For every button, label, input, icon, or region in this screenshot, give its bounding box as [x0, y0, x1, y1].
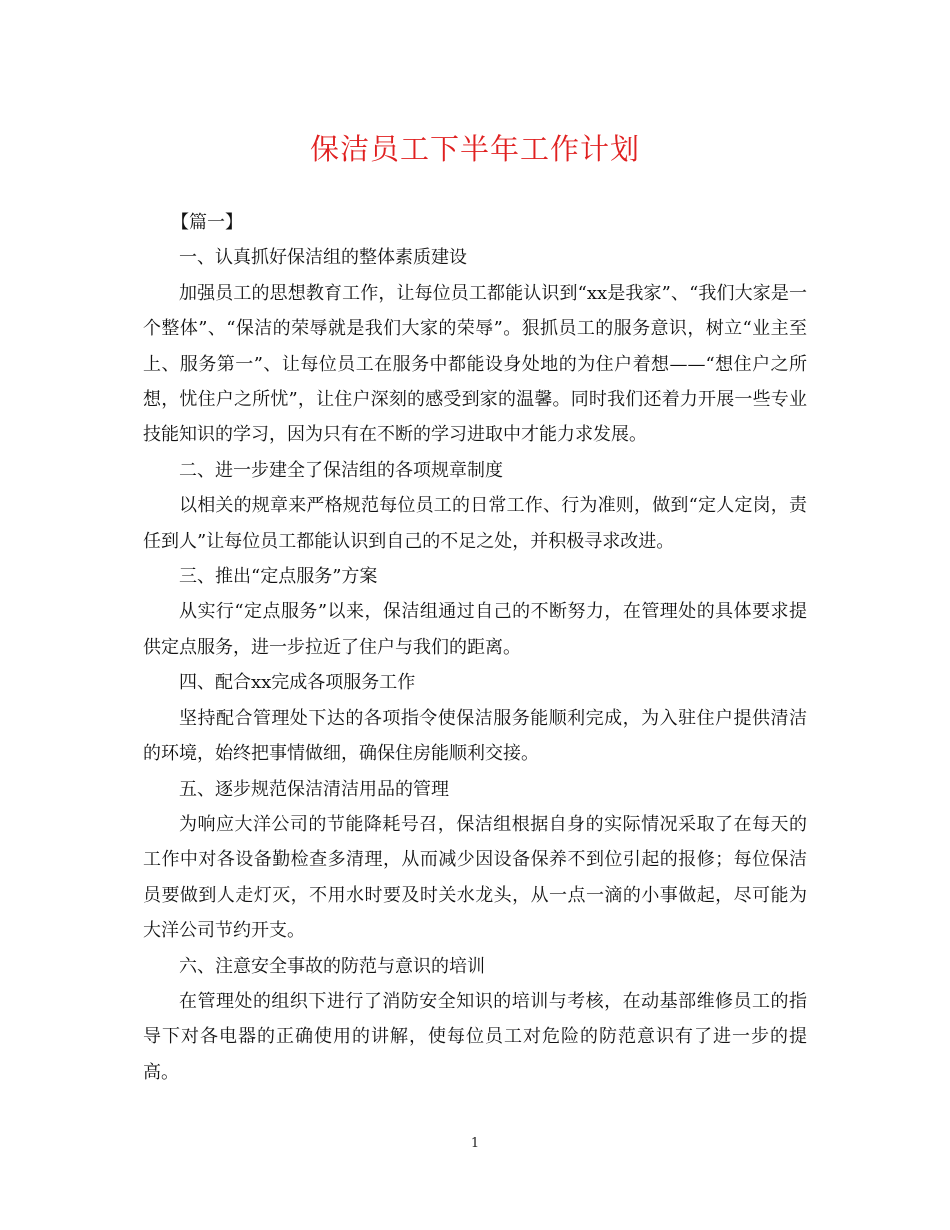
- paragraph-6: 在管理处的组织下进行了消防安全知识的培训与考核，在动基部维修员工的指导下对各电器的正确使用的讲解，使每位员工对危险的防范意识有了进一步的提高。: [143, 990, 807, 1083]
- paragraph-3: 从实行“定点服务”以来，保洁组通过自己的不断努力，在管理处的具体要求提供定点服务，进一步拉近了住户与我们的距离。: [143, 601, 807, 658]
- document-body: [143, 205, 807, 1090]
- section-heading-2: 二、进一步建全了保洁组的各项规章制度: [179, 459, 503, 481]
- section-heading-3: 三、推出“定点服务”方案: [179, 566, 378, 588]
- section-tag: 【篇一】: [171, 212, 243, 233]
- paragraph-2: 以相关的规章来严格规范每位员工的日常工作、行为准则，做到“定人定岗，责任到人”让每位员工都能认识到自己的不足之处，并积极寻求改进。: [143, 495, 807, 552]
- section-heading-1: 一、认真抓好保洁组的整体素质建设: [179, 247, 467, 269]
- paragraph-1: 加强员工的思想教育工作，让每位员工都能认识到“xx是我家”、“我们大家是一个整体”、“保洁的荣辱就是我们大家的荣辱”。狠抓员工的服务意识，树立“业主至上、服务第一”、让每位员工在服务中都能设身处地的为住户着想——“想住户之所想，忧住户之所忧”，让住户深刻的感受到家的温馨。同时我们还着力开展一些专业技能知识的学习，因为只有在不断的学习进取中才能力求发展。: [143, 282, 807, 446]
- page-number: 1: [470, 1136, 480, 1151]
- section-heading-6: 六、注意安全事故的防范与意识的培训: [179, 955, 485, 977]
- section-heading-5: 五、逐步规范保洁清洁用品的管理: [179, 778, 449, 800]
- paragraph-5: 为响应大洋公司的节能降耗号召，保洁组根据自身的实际情况采取了在每天的工作中对各设备勤检查多清理，从而减少因设备保养不到位引起的报修；每位保洁员要做到人走灯灭，不用水时要及时关水龙头，从一点一滴的小事做起，尽可能为大洋公司节约开支。: [143, 813, 807, 942]
- section-heading-4: 四、配合xx完成各项服务工作: [179, 672, 416, 694]
- page-title: 保洁员工下半年工作计划: [309, 132, 640, 166]
- paragraph-4: 坚持配合管理处下达的各项指令使保洁服务能顺利完成，为入驻住户提供清洁的环境，始终把事情做细，确保住房能顺利交接。: [143, 707, 807, 765]
